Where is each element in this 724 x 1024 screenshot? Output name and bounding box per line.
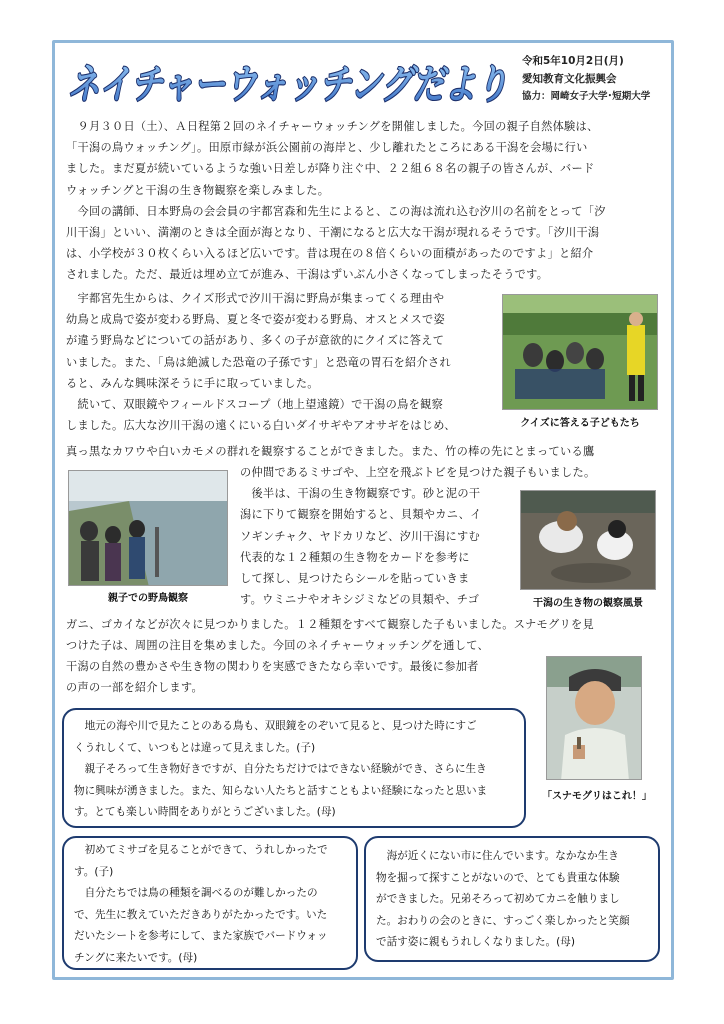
quote-line: す。とても楽しい時間をありがとうございました。(母) bbox=[74, 806, 336, 818]
quote-line: 海が近くにない市に住んでいます。なかなか生き bbox=[376, 850, 619, 862]
quote-line: す。(子) bbox=[74, 865, 114, 878]
tidal-flat-photo bbox=[520, 490, 656, 590]
article-line: の声の一部を紹介します。 bbox=[66, 681, 203, 695]
article-line: す。ウミニナやオキシジミなどの貝類や、チゴ bbox=[240, 593, 480, 607]
quote-line: た。おわりの会のときに、すっごく楽しかったと笑顔 bbox=[376, 914, 630, 927]
participant-quote-3 bbox=[364, 836, 660, 962]
article-block-1 bbox=[66, 116, 606, 286]
article-line: つけた子は、周囲の注目を集めました。今回のネイチャーウォッチングを通して、 bbox=[66, 639, 490, 652]
article-line: 後半は、干潟の生き物観察です。砂と泥の干 bbox=[240, 487, 481, 501]
quote-line: 物を掘って探すことがないので、とても貴重な体験 bbox=[376, 871, 620, 884]
title-text: ネイチャーウォッチングだより bbox=[68, 62, 508, 108]
article-line: 川干潟」といい、満潮のときは全面が海となり、干潮になると広大な干潟が現れるそうです。「汐川干潟 bbox=[66, 225, 600, 239]
header-info bbox=[522, 52, 670, 106]
article-line: 真っ黒なカワウや白いカモメの群れを観察することができました。また、竹の棒の先にとまっている鷹 bbox=[66, 445, 595, 458]
article-line: ９月３０日（土）、Ａ日程第２回のネイチャーウォッチングを開催しました。今回の親子自然体験は、 bbox=[66, 120, 599, 133]
article-line: 「干潟の鳥ウォッチング」。田原市緑が浜公園前の海岸と、少し離れたところにある干潟を会場に行い bbox=[66, 141, 588, 155]
article-line: 潟に下りて観察を開始すると、貝類やカニ、イ bbox=[240, 508, 482, 522]
quote-line: くうれしくて、いつもとは違って見えました。(子) bbox=[74, 741, 316, 754]
article-block-3 bbox=[66, 441, 594, 462]
quiz-photo-caption: クイズに答える子どもたち bbox=[520, 418, 640, 429]
article-line: は、小学校が３０枚くらい入るほど広いです。昔は現在の８倍くらいの面積があったのですよ」と紹介 bbox=[66, 247, 594, 261]
article-line: ガニ、ゴカイなどが次々に見つかりました。１２種類をすべて観察した子もいました。スナモグリを見 bbox=[66, 618, 594, 631]
article-line: 代表的な１２種類の生き物をカードを参考に bbox=[240, 550, 470, 564]
article-line: の仲間であるミサゴや、上空を飛ぶトビを見つけた親子もいました。 bbox=[240, 466, 596, 479]
article-line: されました。ただ、最近は埋め立てが進み、干潟はずいぶん小さくなってしまったそうです。 bbox=[66, 268, 549, 282]
article-line: 続いて、双眼鏡やフィールドスコープ（地上望遠鏡）で干潟の鳥を観察 bbox=[66, 397, 444, 411]
birdwatch-photo-caption: 親子での野鳥観察 bbox=[108, 593, 188, 604]
sunamoguri-photo-caption: 「スナモグリはこれ！」 bbox=[542, 791, 652, 802]
publisher: 愛知教育文化振興会 bbox=[522, 73, 617, 85]
article-line: して探し、見つけたらシールを貼っていきま bbox=[240, 571, 470, 585]
quote-line: 自分たちでは鳥の種類を調べるのが難しかったの bbox=[74, 887, 318, 899]
quote-line: で話す姿に親もうれしくなりました。(母) bbox=[376, 936, 575, 948]
article-line: 今回の講師、日本野鳥の会会員の宇都宮森和先生によると、この海は流れ込む汐川の名前をとって「汐 bbox=[66, 204, 606, 218]
quote-line: 親子そろって生き物好きですが、自分たちだけではできない経験ができ、さらに生き bbox=[74, 763, 487, 775]
article-line: ました。まだ夏が続いているような強い日差しが降り注ぐ中、２２組６８名の親子の皆さんが、バード bbox=[66, 162, 595, 176]
quiz-photo bbox=[502, 294, 658, 410]
article-line: が違う野鳥などについての話があり、多くの子が意欲的にクイズに答えて bbox=[66, 334, 445, 348]
title-logo bbox=[62, 54, 514, 110]
article-line: しました。広大な汐川干潟の遠くにいる白いダイサギやアオサギをはじめ、 bbox=[66, 419, 456, 433]
quote-line: チングに来たいです。(母) bbox=[74, 951, 198, 964]
article-block-2 bbox=[66, 288, 456, 436]
article-line: 干潟の自然の豊かさや生き物の関わりを実感できたなら幸いです。最後に参加者 bbox=[66, 660, 479, 674]
article-block-5 bbox=[66, 614, 594, 635]
article-block-6 bbox=[66, 635, 489, 699]
article-line: 幼鳥と成鳥で姿が変わる野鳥、夏と冬で姿が変わる野鳥、オスとメスで姿 bbox=[66, 313, 445, 327]
cooperation: 協力：岡崎女子大学･短期大学 bbox=[522, 91, 651, 102]
quote-line: だいたシートを参考にして、また家族でバードウォッ bbox=[74, 930, 328, 942]
article-line: 宇都宮先生からは、クイズ形式で汐川干潟に野鳥が集まってくる理由や bbox=[66, 292, 445, 305]
quote-line: で、先生に教えていただきありがたかったです。いた bbox=[74, 908, 328, 921]
sunamoguri-photo bbox=[546, 656, 642, 780]
newsletter-title bbox=[62, 54, 514, 110]
participant-quote-2 bbox=[62, 836, 358, 970]
birdwatch-photo bbox=[68, 470, 228, 586]
article-line: いました。また、「鳥は絶滅した恐竜の子孫です」と恐竜の胃石を紹介され bbox=[66, 355, 451, 369]
issue-date: 令和5年10月2日(月) bbox=[522, 55, 624, 67]
quote-line: 地元の海や川で見たことのある鳥も、双眼鏡をのぞいて見ると、見つけた時にすご bbox=[74, 720, 477, 732]
article-line: ソギンチャク、ヤドカリなど、汐川干潟にすむ bbox=[240, 529, 481, 543]
tidal-flat-photo-caption: 干潟の生き物の観察風景 bbox=[533, 598, 643, 609]
quote-line: 物に興味が湧きました。また、知らない人たちと話すこともよい経験になったと思いま bbox=[74, 784, 488, 797]
article-line: ると、みんな興味深そうに手に取っていました。 bbox=[66, 376, 319, 390]
quote-line: ができました。兄弟そろって初めてカニを触りまし bbox=[376, 893, 620, 905]
quote-line: 初めてミサゴを見ることができて、うれしかったで bbox=[74, 844, 328, 856]
participant-quote-1 bbox=[62, 708, 526, 828]
article-line: ウォッチングと干潟の生き物観察を楽しみました。 bbox=[66, 183, 330, 197]
